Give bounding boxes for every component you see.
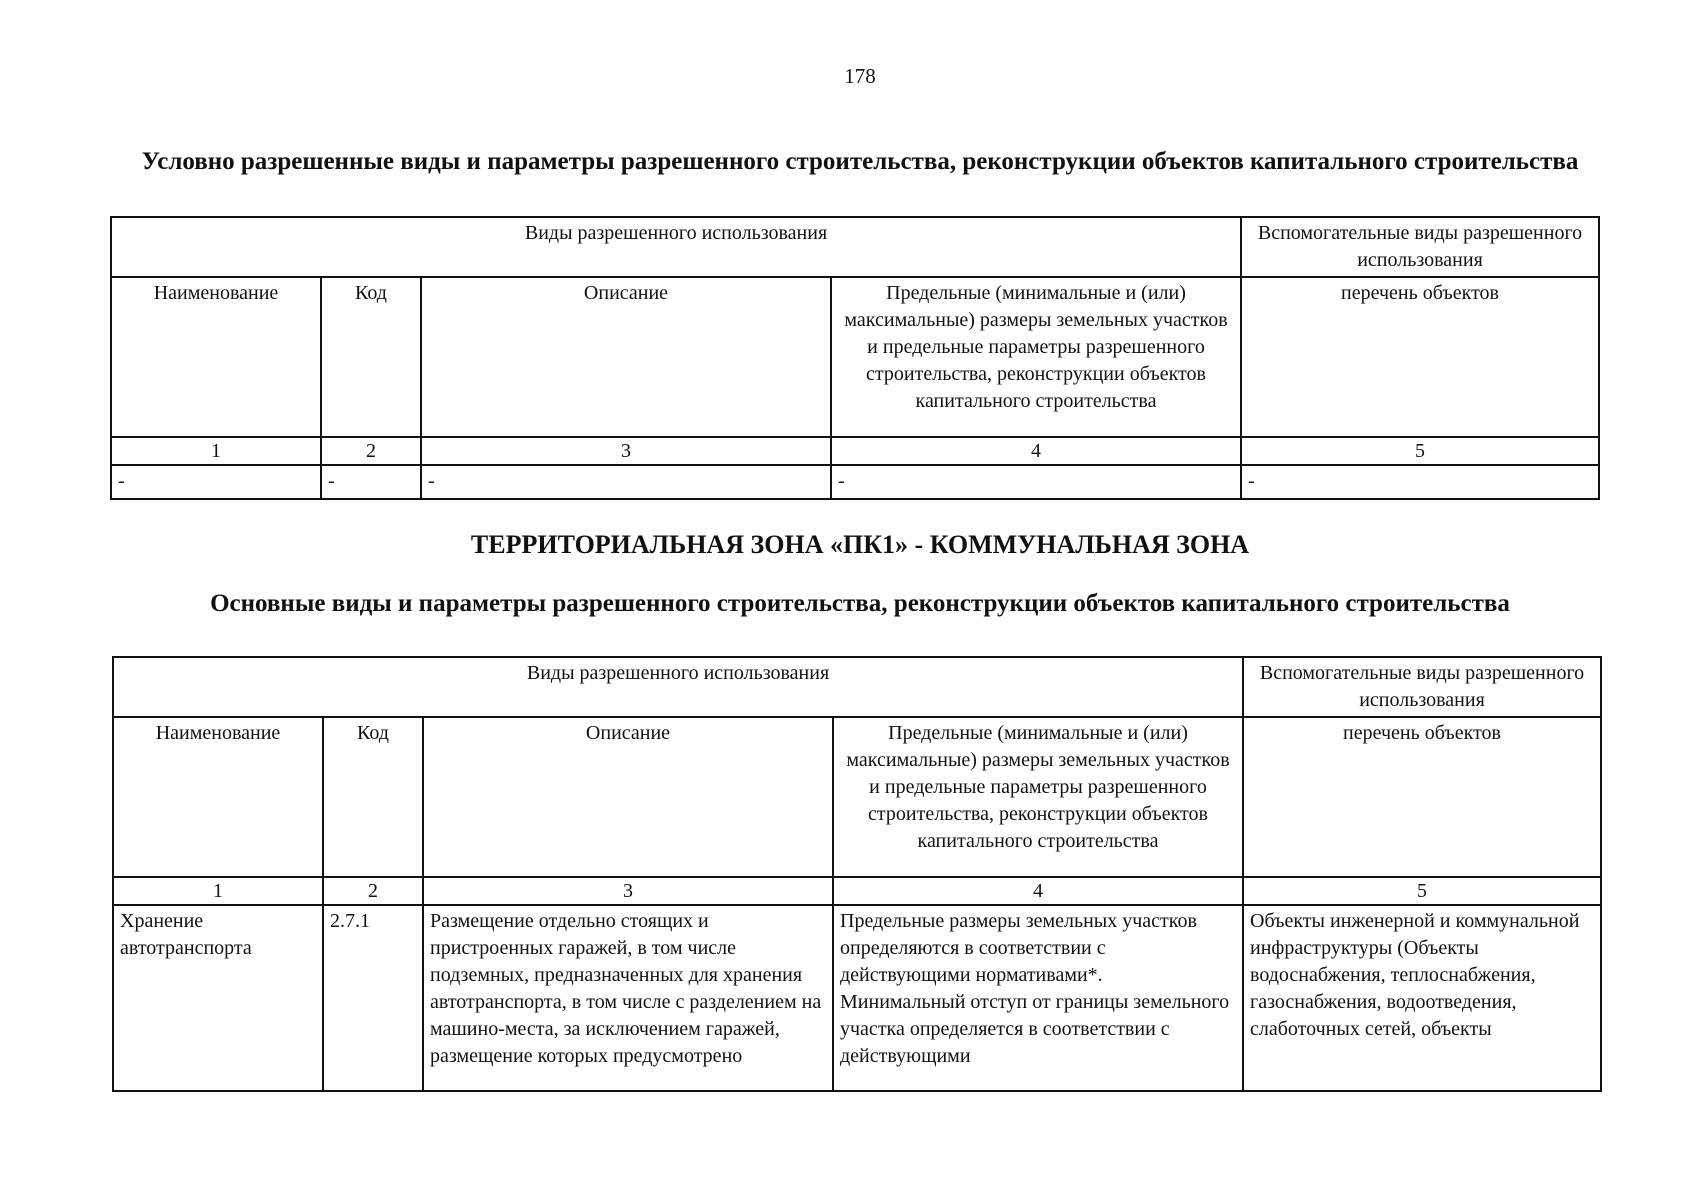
- col-limits: Предельные (минимальные и (или) максимальные) размеры земельных участков и предельные параметры разрешенного строительства, реконструкции объектов капитального строительства: [831, 277, 1241, 437]
- section2-table: [112, 656, 1602, 1092]
- table-cell: -: [321, 465, 421, 499]
- header-aux: Вспомогательные виды разрешенного использования: [1241, 217, 1599, 277]
- column-number: 1: [113, 877, 323, 905]
- column-number: 2: [323, 877, 423, 905]
- section1-heading: Условно разрешенные виды и параметры разрешенного строительства, реконструкции объектов капитального строительства: [141, 148, 1579, 175]
- row-limits: Предельные размеры земельных участков определяются в соответствии с действующими нормативами*. Минимальный отступ от границы земельного участка определяется в соответствии с действующими: [833, 905, 1243, 1091]
- column-number: 5: [1243, 877, 1601, 905]
- column-number: 2: [321, 437, 421, 465]
- column-number: 5: [1241, 437, 1599, 465]
- col-code: Код: [323, 717, 423, 877]
- row-objects: Объекты инженерной и коммунальной инфраструктуры (Объекты водоснабжения, теплоснабжения, газоснабжения, водоотведения, слаботочных сетей, объекты: [1243, 905, 1601, 1091]
- table-cell: -: [111, 465, 321, 499]
- column-number: 4: [833, 877, 1243, 905]
- col-code: Код: [321, 277, 421, 437]
- section2-heading: Основные виды и параметры разрешенного строительства, реконструкции объектов капитального строительства: [210, 590, 1510, 617]
- col-objects: перечень объектов: [1243, 717, 1601, 877]
- col-name: Наименование: [111, 277, 321, 437]
- section1-table: [110, 216, 1600, 500]
- page-number: 178: [844, 64, 876, 88]
- zone-title: ТЕРРИТОРИАЛЬНАЯ ЗОНА «ПК1» - КОММУНАЛЬНАЯ ЗОНА: [470, 530, 1250, 559]
- table-cell: -: [1241, 465, 1599, 499]
- header-main: Виды разрешенного использования: [111, 217, 1241, 277]
- col-name: Наименование: [113, 717, 323, 877]
- row-code: 2.7.1: [323, 905, 423, 1091]
- header-main: Виды разрешенного использования: [113, 657, 1243, 717]
- row-name: Хранение автотранспорта: [113, 905, 323, 1091]
- col-limits: Предельные (минимальные и (или) максимальные) размеры земельных участков и предельные параметры разрешенного строительства, реконструкции объектов капитального строительства: [833, 717, 1243, 877]
- header-aux: Вспомогательные виды разрешенного использования: [1243, 657, 1601, 717]
- table-cell: -: [831, 465, 1241, 499]
- column-number: 3: [421, 437, 831, 465]
- column-number: 4: [831, 437, 1241, 465]
- column-number: 3: [423, 877, 833, 905]
- column-number: 1: [111, 437, 321, 465]
- col-description: Описание: [421, 277, 831, 437]
- row-description: Размещение отдельно стоящих и пристроенных гаражей, в том числе подземных, предназначенных для хранения автотранспорта, в том числе с разделением на машино-места, за исключением гаражей, размещение которых предусмотрено: [423, 905, 833, 1091]
- col-objects: перечень объектов: [1241, 277, 1599, 437]
- col-description: Описание: [423, 717, 833, 877]
- table-cell: -: [421, 465, 831, 499]
